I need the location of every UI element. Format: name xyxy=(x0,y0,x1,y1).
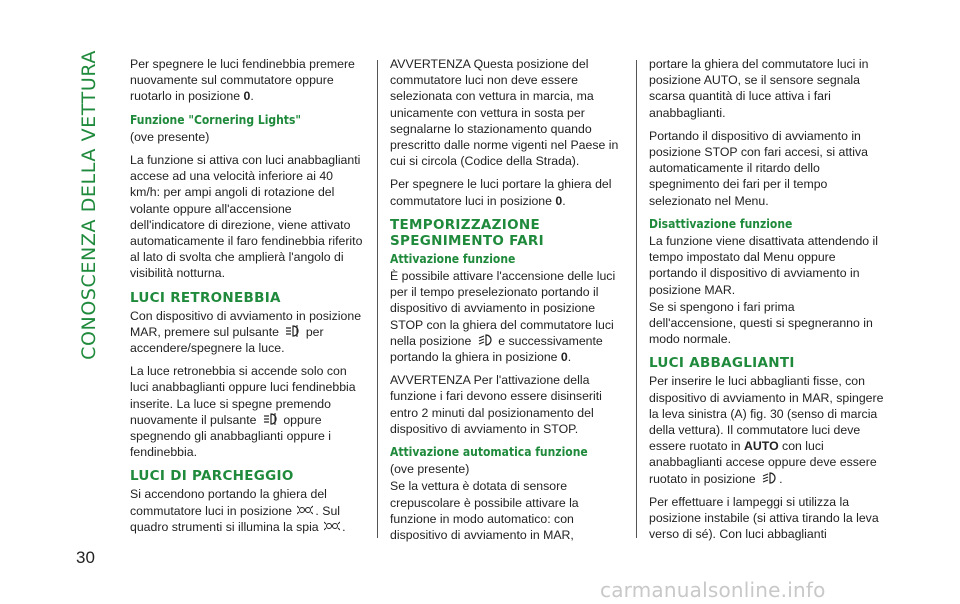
parking-light-indicator-icon xyxy=(324,519,340,533)
heading-luci-abbaglianti: LUCI ABBAGLIANTI xyxy=(649,355,795,372)
column-3 xyxy=(649,56,885,549)
column-divider xyxy=(636,60,637,538)
rear-fog-light-icon xyxy=(284,324,300,338)
paragraph: La funzione viene disattivata attendendo il tempo impostato dal Menu oppure portando il dispositivo di avviamento in posizione MAR. xyxy=(649,234,879,297)
paragraph: È possibile attivare l'accensione delle luci per il tempo preselezionato portando il dispositivo di avviamento in posizione STOP con la ghiera del commutatore luci nella posizione e successivamente portando la ghiera in posizione 0. xyxy=(390,269,616,365)
rear-fog-light-icon xyxy=(262,412,278,426)
paragraph: AVVERTENZA Questa posizione del commutatore luci non deve essere selezionata con vettura in marcia, ma unicamente con vettura in sosta per segnalarne lo stazionamento quando prescritto dalle norme vigenti nel Paese in cui si circola (Codice della Strada). xyxy=(390,57,619,169)
note: (ove presente) xyxy=(130,129,210,144)
heading-attivazione-automatica: Attivazione automatica funzione xyxy=(390,445,588,460)
paragraph: Con dispositivo di avviamento in posizione MAR, premere sul pulsante per accendere/spegnere la luce. xyxy=(130,308,362,356)
note: (ove presente) xyxy=(390,462,470,477)
heading-cornering-lights: Funzione "Cornering Lights" xyxy=(130,112,302,127)
paragraph: La luce retronebbia si accende solo con luci anabbaglianti oppure luci fendinebbia inserite. La luce si spegne premendo nuovamente il pulsante oppure spegnendo gli anabbaglianti oppure i fendinebbia. xyxy=(130,364,356,460)
paragraph: Portando il dispositivo di avviamento in posizione STOP con fari accesi, si attiva automaticamente il ritardo dello spegnimento dei fari per il tempo selezionato nel Menu. xyxy=(649,128,868,208)
paragraph: Per inserire le luci abbaglianti fisse, con dispositivo di avviamento in MAR, spingere la leva sinistra (A) fig. 30 (senso di marcia della vettura). Il commutatore luci deve essere ruotato in AUTO con luci anabbaglianti accese oppure deve essere ruotato in posizione . xyxy=(649,374,884,486)
paragraph: Per effettuare i lampeggi si utilizza la posizione instabile (si attiva tirando la leva verso di sé). Con luci abbaglianti xyxy=(649,494,879,542)
paragraph: Se si spengono i fari prima dell'accensione, questi si spegneranno in modo normale. xyxy=(649,299,873,347)
parking-light-icon xyxy=(297,503,313,517)
heading-temporizzazione: TEMPORIZZAZIONE SPEGNIMENTO FARI xyxy=(390,216,544,249)
paragraph: AVVERTENZA Per l'attivazione della funzione i fari devono essere disinseriti entro 2 minuti dal posizionamento del dispositivo di avviamento in STOP. xyxy=(390,373,602,436)
low-beam-icon xyxy=(477,333,493,347)
watermark: carmanualsonline.info xyxy=(600,578,826,602)
column-2 xyxy=(390,56,626,550)
low-beam-icon xyxy=(761,471,777,485)
paragraph: Si accendono portando la ghiera del commutatore luci in posizione . Sul quadro strumenti si illumina la spia . xyxy=(130,487,346,534)
paragraph: Per spegnere le luci portare la ghiera del commutatore luci in posizione 0. xyxy=(390,177,612,208)
heading-attivazione-funzione: Attivazione funzione xyxy=(390,251,516,266)
section-title xyxy=(78,50,108,360)
heading-disattivazione-funzione: Disattivazione funzione xyxy=(649,216,793,231)
heading-luci-retronebbia: LUCI RETRONEBBIA xyxy=(130,289,281,306)
section-title-text: CONOSCENZA DELLA VETTURA xyxy=(78,50,100,360)
paragraph: portare la ghiera del commutatore luci in posizione AUTO, se il sensore segnala scarsa quantità di luce attiva i fari anabbaglianti. xyxy=(649,57,869,120)
paragraph: Se la vettura è dotata di sensore crepuscolare è possibile attivare la funzione in modo automatico: con dispositivo di avviamento in MAR, xyxy=(390,479,579,543)
paragraph: Per spegnere le luci fendinebbia premere nuovamente sul commutatore oppure ruotarlo in posizione 0. xyxy=(130,57,355,104)
paragraph: La funzione si attiva con luci anabbaglianti accese ad una velocità inferiore ai 40 km/h: per ampi angoli di rotazione del volante oppure all'accensione dell'indicatore di direzione, viene attivato automaticamente il faro fendinebbia riferito al lato di svolta che amplierà l'angolo di visibilità notturna. xyxy=(130,153,363,281)
column-divider xyxy=(377,60,378,538)
page-number: 30 xyxy=(76,548,95,567)
heading-luci-di-parcheggio: LUCI DI PARCHEGGIO xyxy=(130,468,294,485)
column-1 xyxy=(130,56,366,542)
